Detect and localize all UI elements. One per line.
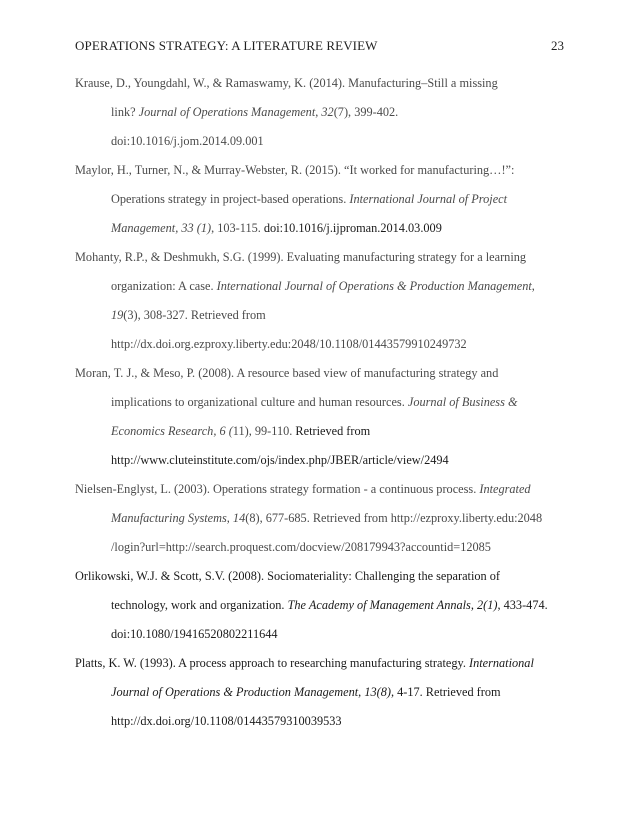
reference-url: http://dx.doi.org/10.1108/01443579310039533: [111, 714, 342, 728]
reference-line: Maylor, H., Turner, N., & Murray-Webster, R. (2015). “It worked for manufacturing…!”:: [75, 163, 515, 177]
reference-line: organization: A case. International Journal of Operations & Production Management,: [111, 279, 535, 293]
reference-line: technology, work and organization. The Academy of Management Annals, 2(1), 433-474.: [111, 598, 548, 612]
reference-line: link? Journal of Operations Management, 32(7), 399-402.: [111, 105, 399, 119]
reference-url: http://dx.doi.org.ezproxy.liberty.edu:2048/10.1108/01443579910249732: [111, 337, 467, 351]
reference-line: Krause, D., Youngdahl, W., & Ramaswamy, K. (2014). Manufacturing–Still a missing: [75, 76, 498, 90]
reference-line: Economics Research, 6 (11), 99-110. Retrieved from: [111, 424, 371, 438]
reference-line: Management, 33 (1), 103-115. doi:10.1016/j.ijproman.2014.03.009: [111, 221, 442, 235]
reference-line: 19(3), 308-327. Retrieved from: [111, 308, 266, 322]
reference-line: Moran, T. J., & Meso, P. (2008). A resource based view of manufacturing strategy and: [75, 366, 499, 380]
reference-line: Manufacturing Systems, 14(8), 677-685. Retrieved from http://ezproxy.liberty.edu:2048: [111, 511, 543, 525]
reference-line: Mohanty, R.P., & Deshmukh, S.G. (1999). Evaluating manufacturing strategy for a learning: [75, 250, 527, 264]
reference-doi: doi:10.1080/19416520802211644: [111, 627, 278, 641]
page-number: 23: [551, 38, 564, 53]
reference-line: implications to organizational culture and human resources. Journal of Business &: [111, 395, 518, 409]
reference-line: Nielsen-Englyst, L. (2003). Operations strategy formation - a continuous process. Integrated: [75, 482, 531, 496]
reference-url: /login?url=http://search.proquest.com/docview/208179943?accountid=12085: [111, 540, 491, 554]
reference-line: Orlikowski, W.J. & Scott, S.V. (2008). Sociomateriality: Challenging the separation of: [75, 569, 500, 583]
reference-line: Operations strategy in project-based operations. International Journal of Project: [111, 192, 508, 206]
running-head: OPERATIONS STRATEGY: A LITERATURE REVIEW: [75, 38, 378, 53]
reference-url: http://www.cluteinstitute.com/ojs/index.php/JBER/article/view/2494: [111, 453, 449, 467]
reference-doi: doi:10.1016/j.jom.2014.09.001: [111, 134, 264, 148]
reference-line: Journal of Operations & Production Management, 13(8), 4-17. Retrieved from: [111, 685, 501, 699]
reference-line: Platts, K. W. (1993). A process approach to researching manufacturing strategy. International: [75, 656, 534, 670]
